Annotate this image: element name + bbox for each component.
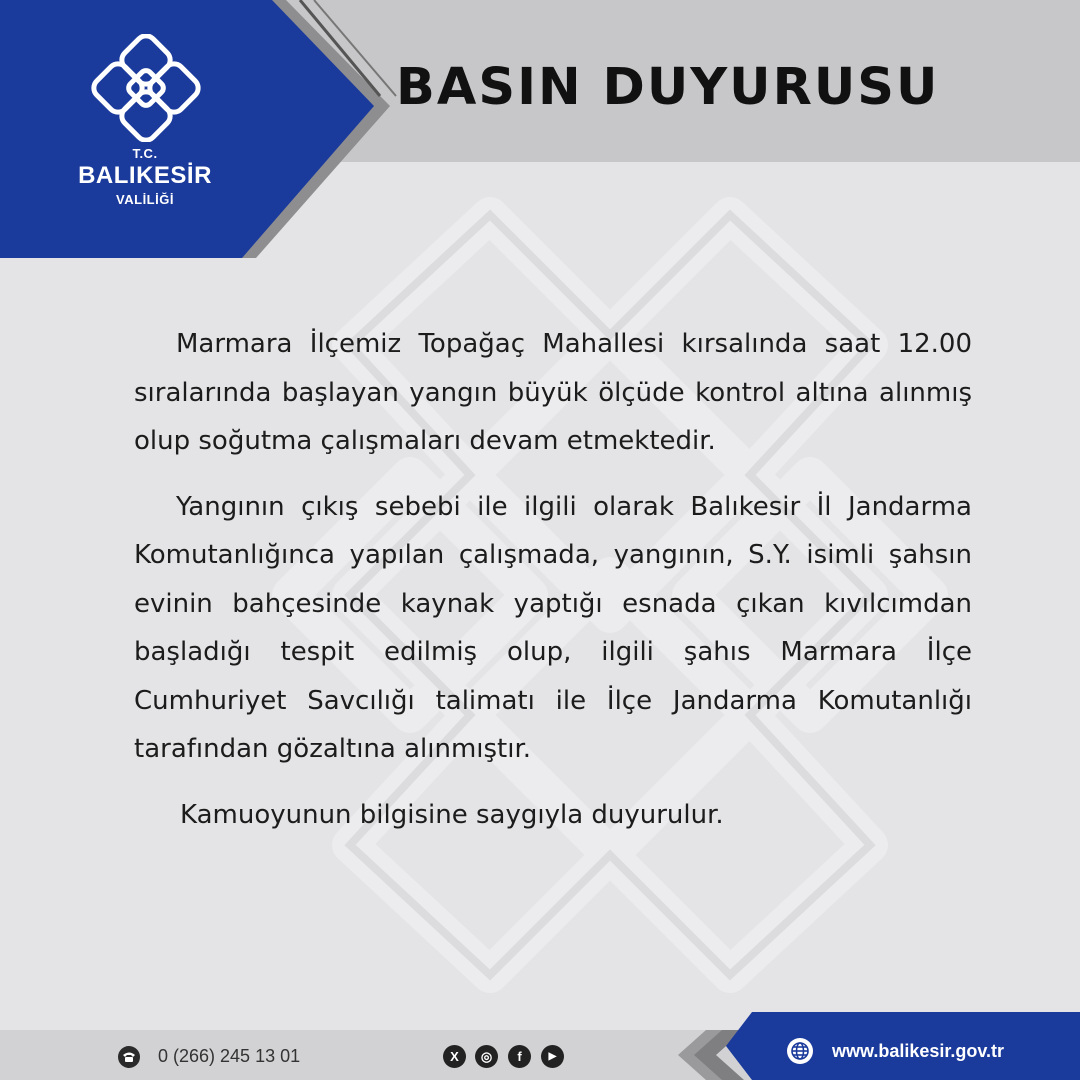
page-title: BASIN DUYURUSU — [396, 58, 940, 117]
youtube-icon[interactable]: ▶ — [541, 1045, 564, 1068]
paragraph-2: Yangının çıkış sebebi ile ilgili olarak Balıkesir İl Jandarma Komutanlığınca yapılan çalışmada, yangının, S.Y. isimli şahsın evinin bahçesinde kaynak yaptığı esnada çıkan kıvılcımdan başladığı tespit edilmiş olup, ilgili şahıs Marmara İlçe Cumhuriyet Savcılığı talimatı ile İlçe Jandarma Komutanlığı tarafından gözaltına alınmıştır. — [134, 491, 972, 764]
phone-number: 0 (266) 245 13 01 — [158, 1046, 301, 1066]
announcement-body — [134, 320, 972, 856]
logo-tc-text: T.C. — [132, 146, 158, 161]
paragraph-1: Marmara İlçemiz Topağaç Mahallesi kırsalında saat 12.00 sıralarında başlayan yangın büyük ölçüde kontrol altına alınmış olup soğutma çalışmaları devam etmektedir. — [134, 329, 972, 456]
phone-icon — [117, 1045, 141, 1069]
instagram-icon[interactable]: ◎ — [475, 1045, 498, 1068]
website-link[interactable]: www.balikesir.gov.tr — [832, 1041, 1005, 1061]
balikesir-knot-logo — [88, 34, 204, 142]
x-icon[interactable]: X — [443, 1045, 466, 1068]
globe-icon — [786, 1037, 814, 1065]
logo-city-text: BALIKESİR — [78, 162, 212, 189]
closing-paragraph: Kamuoyunun bilgisine saygıyla duyurulur. — [180, 799, 724, 830]
facebook-icon[interactable]: f — [508, 1045, 531, 1068]
logo-unit-text: VALİLİĞİ — [116, 192, 174, 207]
